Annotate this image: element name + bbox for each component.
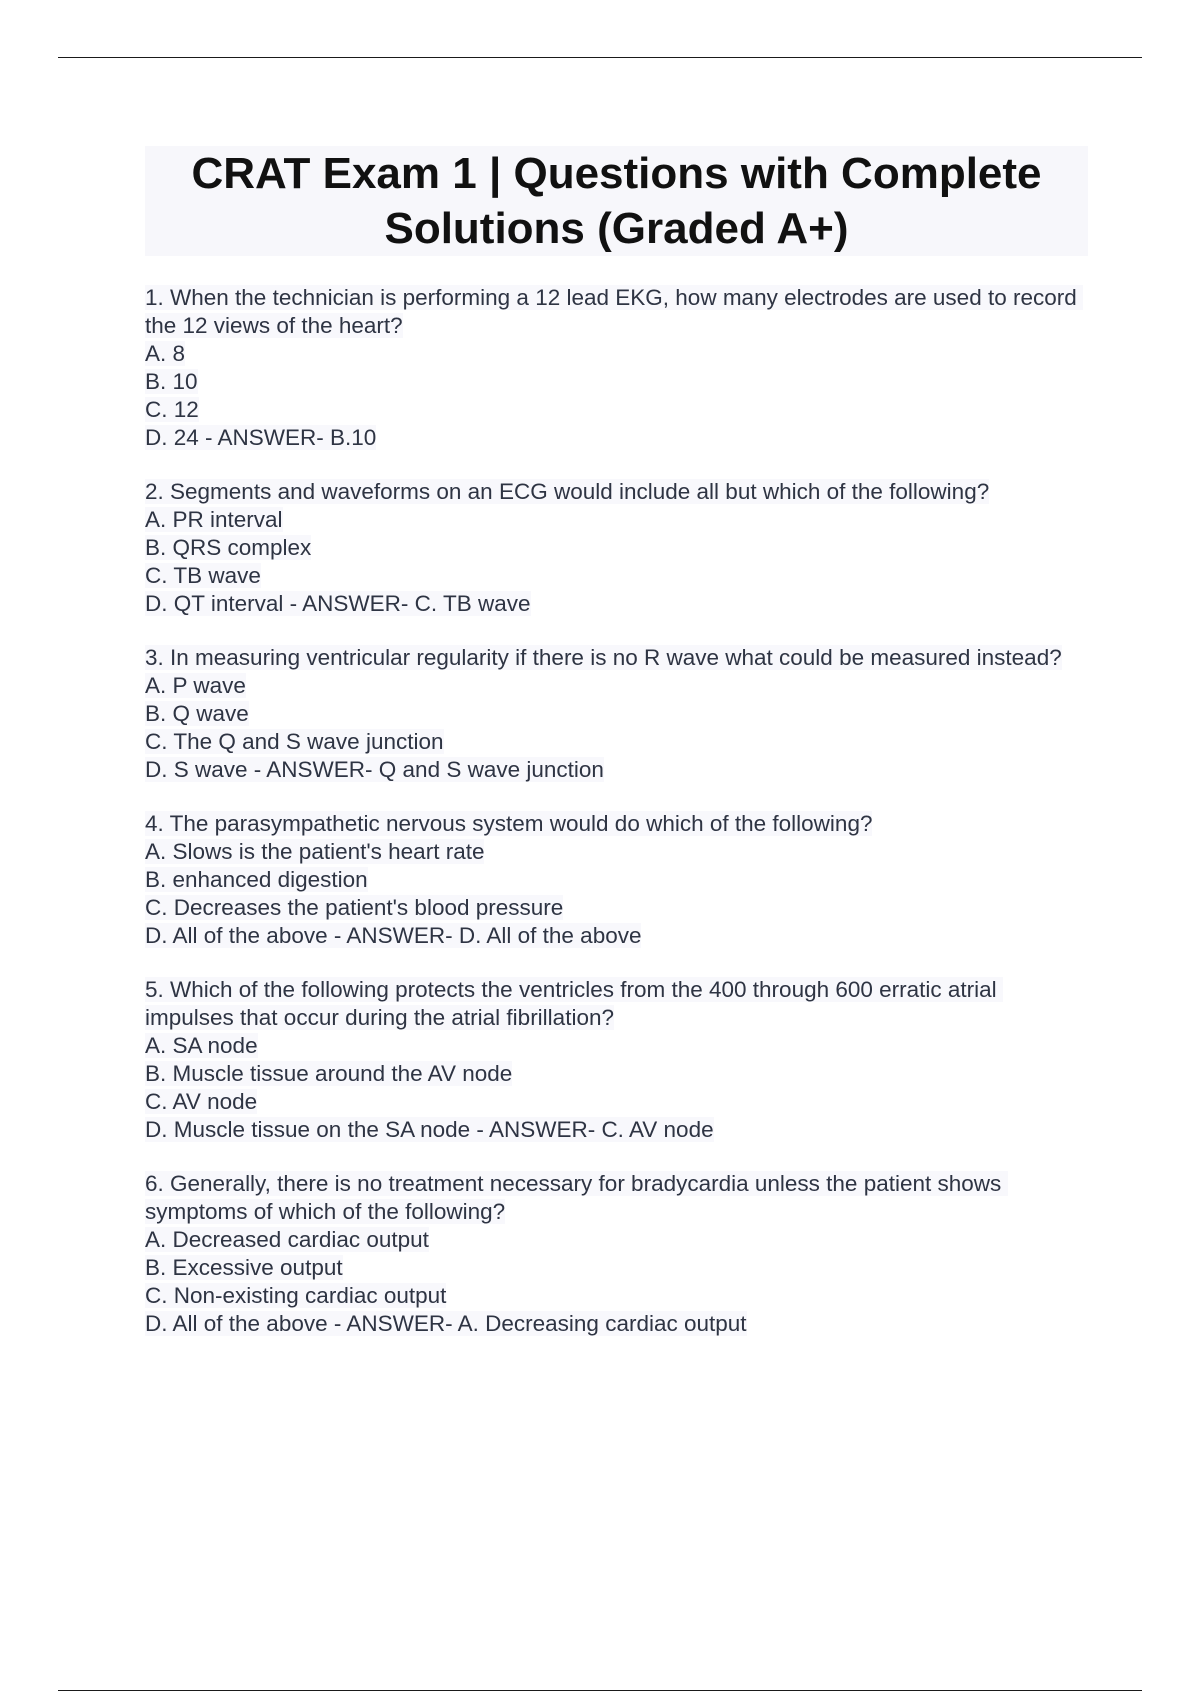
- question-text: 3. In measuring ventricular regularity if there is no R wave what could be measured instead?: [145, 645, 1062, 670]
- answer-option: D. QT interval - ANSWER- C. TB wave: [145, 591, 531, 616]
- question-item: [145, 644, 1085, 784]
- answer-option: C. Non-existing cardiac output: [145, 1283, 447, 1308]
- question-text: 2. Segments and waveforms on an ECG would include all but which of the following?: [145, 479, 990, 504]
- question-text: 6. Generally, there is no treatment necessary for bradycardia unless the patient shows symptoms of which of the following?: [145, 1171, 1008, 1224]
- answer-option: A. P wave: [145, 673, 246, 698]
- answer-option: B. Excessive output: [145, 1255, 343, 1280]
- answer-option: D. 24 - ANSWER- B.10: [145, 425, 377, 450]
- answer-option: D. S wave - ANSWER- Q and S wave junction: [145, 757, 604, 782]
- question-text: 4. The parasympathetic nervous system would do which of the following?: [145, 811, 873, 836]
- question-item: [145, 478, 1085, 618]
- answer-option: C. 12: [145, 397, 199, 422]
- answer-option: A. SA node: [145, 1033, 258, 1058]
- answer-option: C. The Q and S wave junction: [145, 729, 444, 754]
- answer-option: B. 10: [145, 369, 198, 394]
- answer-option: A. 8: [145, 341, 186, 366]
- question-item: [145, 284, 1085, 452]
- answer-option: A. Slows is the patient's heart rate: [145, 839, 485, 864]
- header-rule: [58, 57, 1142, 58]
- answer-option: A. PR interval: [145, 507, 283, 532]
- answer-option: B. Q wave: [145, 701, 249, 726]
- answer-option: D. All of the above - ANSWER- A. Decreasing cardiac output: [145, 1311, 747, 1336]
- question-text: 5. Which of the following protects the ventricles from the 400 through 600 erratic atrial impulses that occur during the atrial fibrillation?: [145, 977, 1003, 1030]
- answer-option: C. Decreases the patient's blood pressure: [145, 895, 564, 920]
- question-list: [145, 284, 1085, 1364]
- question-item: [145, 1170, 1085, 1338]
- question-text: 1. When the technician is performing a 12 lead EKG, how many electrodes are used to record the 12 views of the heart?: [145, 285, 1084, 338]
- answer-option: D. All of the above - ANSWER- D. All of the above: [145, 923, 642, 948]
- answer-option: C. TB wave: [145, 563, 261, 588]
- title-block: [145, 146, 1088, 256]
- answer-option: A. Decreased cardiac output: [145, 1227, 429, 1252]
- document-title: CRAT Exam 1 | Questions with Complete Solutions (Graded A+): [191, 149, 1042, 253]
- answer-option: B. Muscle tissue around the AV node: [145, 1061, 513, 1086]
- answer-option: B. QRS complex: [145, 535, 312, 560]
- answer-option: C. AV node: [145, 1089, 258, 1114]
- answer-option: B. enhanced digestion: [145, 867, 368, 892]
- footer-rule: [58, 1690, 1142, 1691]
- question-item: [145, 810, 1085, 950]
- answer-option: D. Muscle tissue on the SA node - ANSWER- C. AV node: [145, 1117, 714, 1142]
- question-item: [145, 976, 1085, 1144]
